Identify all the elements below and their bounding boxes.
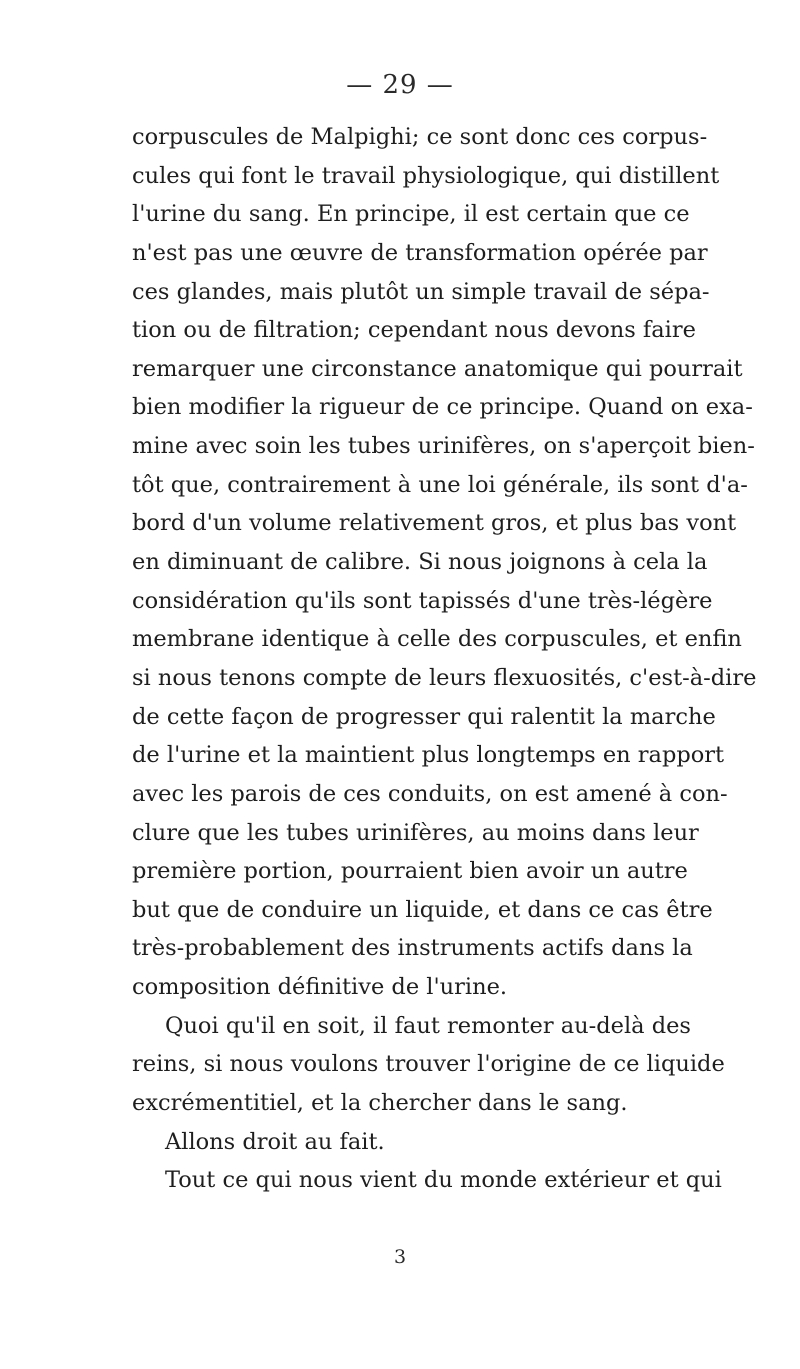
text-line: de l'urine et la maintient plus longtemps en rapport — [132, 742, 725, 769]
text-line: considération qu'ils sont tapissés d'une très-légère — [132, 587, 713, 614]
text-line: avec les parois de ces conduits, on est amené à con- — [132, 780, 728, 807]
text-line: en diminuant de calibre. Si nous joignons à cela la — [132, 549, 708, 576]
text-line: très-probablement des instruments actifs dans la — [132, 935, 693, 962]
paragraph-end-line: composition définitive de l'urine. — [132, 974, 508, 1001]
text-line: but que de conduire un liquide, et dans ce cas être — [132, 896, 713, 923]
text-line: n'est pas une œuvre de transformation opérée par — [132, 239, 708, 266]
text-line: si nous tenons compte de leurs flexuosités, c'est-à-dire — [132, 664, 757, 691]
paragraph-start-line: Tout ce qui nous vient du monde extérieur et qui — [165, 1167, 722, 1194]
signature-mark: 3 — [393, 1246, 407, 1268]
text-line: ces glandes, mais plutôt un simple travail de sépa- — [132, 278, 710, 305]
text-line: de cette façon de progresser qui ralentit la marche — [132, 703, 716, 730]
text-line: bien modifier la rigueur de ce principe. Quand on exa- — [132, 394, 753, 421]
text-line: tion ou de filtration; cependant nous devons faire — [132, 317, 696, 344]
text-line: remarquer une circonstance anatomique qui pourrait — [132, 355, 743, 382]
text-line: première portion, pourraient bien avoir un autre — [132, 858, 688, 885]
paragraph-start-line: Quoi qu'il en soit, il faut remonter au-delà des — [165, 1012, 691, 1039]
text-line: reins, si nous voulons trouver l'origine de ce liquide — [132, 1051, 725, 1078]
paragraph-end-line: excrémentitiel, et la chercher dans le sang. — [132, 1090, 628, 1117]
text-line: mine avec soin les tubes urinifères, on s'aperçoit bien- — [132, 433, 755, 460]
text-line: membrane identique à celle des corpuscules, et enfin — [132, 626, 742, 653]
text-line: tôt que, contrairement à une loi générale, ils sont d'a- — [132, 471, 748, 498]
body-text — [132, 118, 757, 1200]
text-line: corpuscules de Malpighi; ce sont donc ces corpus- — [132, 124, 708, 150]
text-line: cules qui font le travail physiologique, qui distillent — [132, 162, 720, 189]
page-number: — 29 — — [346, 70, 454, 100]
text-line: l'urine du sang. En principe, il est certain que ce — [132, 201, 690, 228]
text-line: bord d'un volume relativement gros, et plus bas vont — [132, 510, 737, 537]
paragraph-line: Allons droit au fait. — [165, 1128, 385, 1155]
text-line: clure que les tubes urinifères, au moins dans leur — [132, 819, 699, 846]
